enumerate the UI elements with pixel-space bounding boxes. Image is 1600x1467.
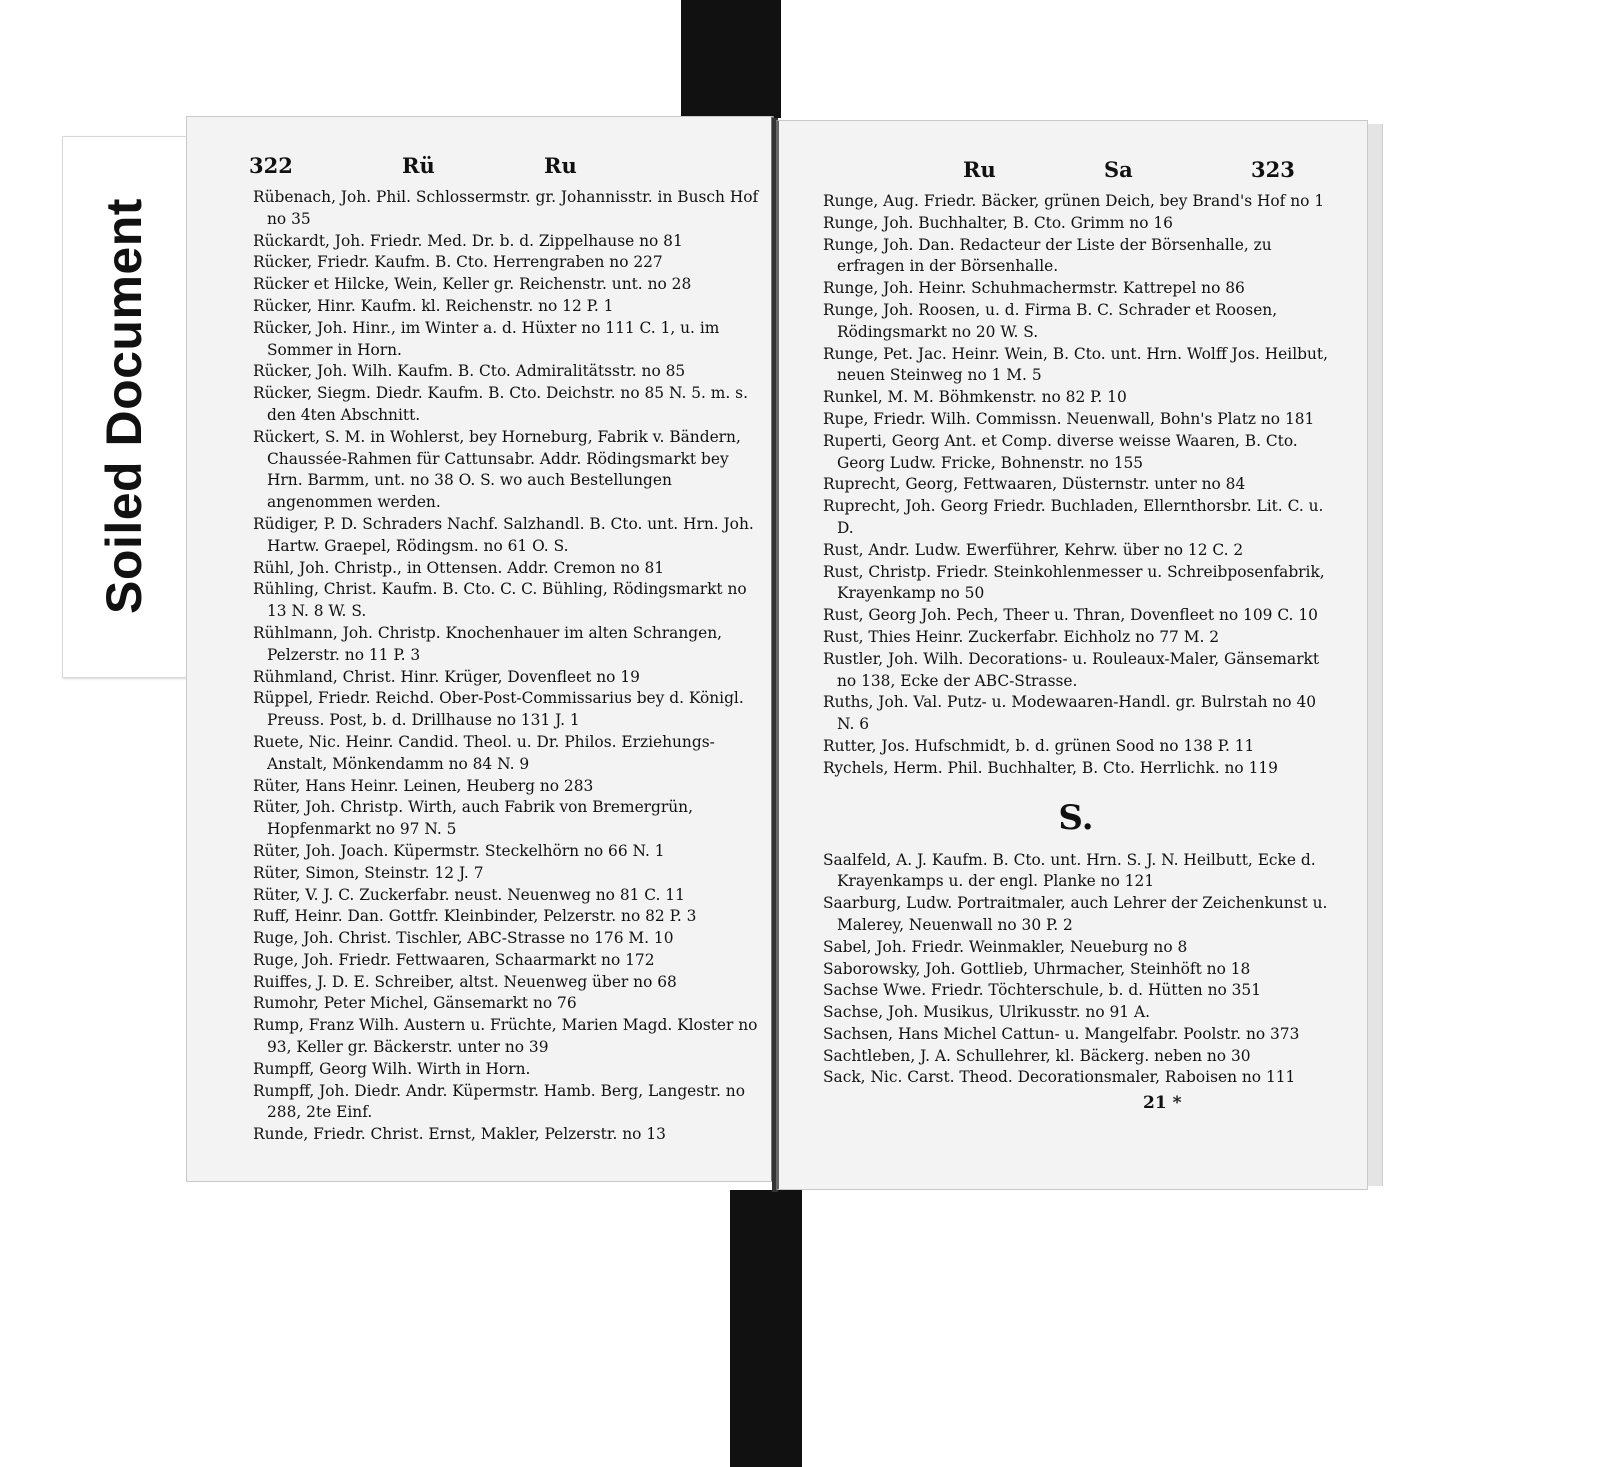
bottom-black-band — [730, 1190, 802, 1467]
directory-entry: Rübenach, Joh. Phil. Schlossermstr. gr. Johannisstr. in Busch Hof no 35 — [253, 188, 759, 228]
directory-entry: Rump, Franz Wilh. Austern u. Früchte, Marien Magd. Kloster no 93, Keller gr. Bäckerstr. unter no 39 — [253, 1016, 758, 1057]
directory-entry: Rustler, Joh. Wilh. Decorations- u. Rouleaux-Maler, Gänsemarkt no 138, Ecke der ABC-Strasse. — [823, 649, 1320, 690]
directory-entry: Sachtleben, J. A. Schullehrer, kl. Bäckerg. neben no 30 — [823, 1046, 1251, 1065]
directory-entry: Runge, Aug. Friedr. Bäcker, grünen Deich, bey Brand's Hof no 1 — [823, 192, 1325, 210]
page-edge — [1368, 124, 1383, 1186]
right-header-right: Sa — [1104, 157, 1133, 182]
directory-entry: Runge, Joh. Buchhalter, B. Cto. Grimm no 16 — [823, 213, 1173, 232]
directory-entry: Rust, Andr. Ludw. Ewerführer, Kehrw. über no 12 C. 2 — [823, 540, 1244, 559]
left-header-right: Ru — [544, 153, 577, 178]
directory-entry: Ruge, Joh. Friedr. Fettwaaren, Schaarmarkt no 172 — [253, 950, 655, 969]
directory-entry: Rüter, Joh. Christp. Wirth, auch Fabrik von Bremergrün, Hopfenmarkt no 97 N. 5 — [253, 798, 693, 839]
directory-entry: Sachsen, Hans Michel Cattun- u. Mangelfabr. Poolstr. no 373 — [823, 1024, 1300, 1043]
left-header-left: Rü — [402, 153, 435, 178]
directory-entry: Rumpff, Georg Wilh. Wirth in Horn. — [253, 1059, 531, 1078]
directory-entry: Rumpff, Joh. Diedr. Andr. Küpermstr. Hamb. Berg, Langestr. no 288, 2te Einf. — [253, 1081, 745, 1122]
directory-entry: Runge, Joh. Dan. Redacteur der Liste der Börsenhalle, zu erfragen in der Börsenhalle. — [823, 235, 1272, 276]
right-page — [776, 120, 1368, 1190]
directory-entry: Ruge, Joh. Christ. Tischler, ABC-Strasse no 176 M. 10 — [253, 929, 674, 948]
directory-entry: Rupe, Friedr. Wilh. Commissn. Neuenwall, Bohn's Platz no 181 — [823, 409, 1315, 428]
directory-entry: Rüter, Hans Heinr. Leinen, Heuberg no 283 — [253, 776, 594, 795]
directory-entry: Rückardt, Joh. Friedr. Med. Dr. b. d. Zippelhause no 81 — [253, 231, 683, 250]
right-page-header — [779, 157, 1367, 187]
directory-entry: Rüter, V. J. C. Zuckerfabr. neust. Neuenweg no 81 C. 11 — [253, 885, 685, 904]
directory-entry: Rumohr, Peter Michel, Gänsemarkt no 76 — [253, 994, 577, 1013]
directory-entry: Ruff, Heinr. Dan. Gottfr. Kleinbinder, Pelzerstr. no 82 P. 3 — [253, 907, 697, 926]
directory-entry: Saalfeld, A. J. Kaufm. B. Cto. unt. Hrn. S. J. N. Heilbutt, Ecke d. Krayenkamps u. der engl. Planke no 121 — [823, 850, 1316, 891]
directory-entry: Runge, Pet. Jac. Heinr. Wein, B. Cto. unt. Hrn. Wolff Jos. Heilbut, neuen Steinweg no 1 M. 5 — [823, 344, 1328, 385]
directory-entry: Ruiffes, J. D. E. Schreiber, altst. Neuenweg über no 68 — [253, 972, 677, 991]
directory-entry: Ruprecht, Joh. Georg Friedr. Buchladen, Ellernthorsbr. Lit. C. u. D. — [823, 497, 1324, 537]
directory-entry: Ruths, Joh. Val. Putz- u. Modewaaren-Handl. gr. Bulrstah no 40 N. 6 — [823, 693, 1317, 734]
directory-entry: Saborowsky, Joh. Gottlieb, Uhrmacher, Steinhöft no 18 — [823, 959, 1251, 978]
directory-entry: Runge, Joh. Roosen, u. d. Firma B. C. Schrader et Roosen, Rödingsmarkt no 20 W. S. — [823, 300, 1278, 341]
right-header-left: Ru — [963, 157, 996, 182]
directory-entry: Rücker, Friedr. Kaufm. B. Cto. Herrengraben no 227 — [253, 253, 663, 272]
directory-entry: Saarburg, Ludw. Portraitmaler, auch Lehrer der Zeichenkunst u. Malerey, Neuenwall no 30 P. 2 — [823, 894, 1328, 934]
directory-entry: Rüdiger, P. D. Schraders Nachf. Salzhandl. B. Cto. unt. Hrn. Joh. Hartw. Graepel, Rödingsm. no 61 O. S. — [253, 514, 754, 555]
directory-entry: Rücker et Hilcke, Wein, Keller gr. Reichenstr. unt. no 28 — [253, 275, 692, 294]
right-page-number: 323 — [1251, 157, 1295, 182]
directory-entry: Ruperti, Georg Ant. et Comp. diverse weisse Waaren, B. Cto. Georg Ludw. Fricke, Bohnenstr. no 155 — [823, 431, 1298, 472]
directory-entry: Rühl, Joh. Christp., in Ottensen. Addr. Cremon no 81 — [253, 558, 665, 577]
directory-entry: Rüppel, Friedr. Reichd. Ober-Post-Commissarius bey d. Königl. Preuss. Post, b. d. Drillhause no 131 J. 1 — [253, 689, 744, 730]
soiled-document-label: Soiled Document — [96, 198, 152, 614]
directory-entry: Ruprecht, Georg, Fettwaaren, Düsternstr. unter no 84 — [823, 475, 1246, 494]
directory-entry: Sachse Wwe. Friedr. Töchterschule, b. d. Hütten no 351 — [823, 981, 1262, 1000]
directory-entry: Rutter, Jos. Hufschmidt, b. d. grünen Sood no 138 P. 11 — [823, 736, 1255, 755]
directory-entry: Rychels, Herm. Phil. Buchhalter, B. Cto. Herrlichk. no 119 — [823, 758, 1278, 777]
right-entries-list — [823, 191, 1329, 1089]
directory-entry: Sack, Nic. Carst. Theod. Decorationsmaler, Raboisen no 111 — [823, 1068, 1296, 1087]
directory-entry: Rüter, Simon, Steinstr. 12 J. 7 — [253, 863, 484, 882]
left-page — [186, 116, 774, 1182]
directory-entry: Rücker, Joh. Hinr., im Winter a. d. Hüxter no 111 C. 1, u. im Sommer in Horn. — [253, 318, 720, 359]
directory-entry: Rücker, Joh. Wilh. Kaufm. B. Cto. Admiralitätsstr. no 85 — [253, 362, 686, 381]
directory-entry: Runkel, M. M. Böhmkenstr. no 82 P. 10 — [823, 388, 1127, 407]
directory-entry: Rühlmann, Joh. Christp. Knochenhauer im alten Schrangen, Pelzerstr. no 11 P. 3 — [253, 623, 723, 664]
directory-entry: Rücker, Siegm. Diedr. Kaufm. B. Cto. Deichstr. no 85 N. 5. m. s. den 4ten Abschnitt. — [253, 384, 748, 424]
directory-entry: Rust, Christp. Friedr. Steinkohlenmesser u. Schreibposenfabrik, Krayenkamp no 50 — [823, 562, 1325, 603]
directory-entry: Rust, Georg Joh. Pech, Theer u. Thran, Dovenfleet no 109 C. 10 — [823, 606, 1318, 625]
directory-entry: Sachse, Joh. Musikus, Ulrikusstr. no 91 A. — [823, 1003, 1150, 1022]
directory-entry: Rühling, Christ. Kaufm. B. Cto. C. C. Bühling, Rödingsmarkt no 13 N. 8 W. S. — [253, 580, 747, 621]
top-black-band — [681, 0, 781, 118]
directory-entry: Sabel, Joh. Friedr. Weinmakler, Neueburg no 8 — [823, 937, 1188, 956]
left-page-number: 322 — [249, 153, 293, 178]
directory-entry: Runge, Joh. Heinr. Schuhmachermstr. Kattrepel no 86 — [823, 279, 1245, 298]
section-letter-s: S. — [1058, 797, 1094, 838]
directory-entry: Runde, Friedr. Christ. Ernst, Makler, Pelzerstr. no 13 — [253, 1125, 666, 1144]
left-entries-list — [253, 187, 759, 1146]
signature-mark: 21 * — [1143, 1093, 1182, 1113]
left-page-header — [187, 153, 771, 183]
directory-entry: Rückert, S. M. in Wohlerst, bey Horneburg, Fabrik v. Bändern, Chaussée-Rahmen für Cattunsabr. Addr. Rödingsmarkt bey Hrn. Barmm, unt. no 38 O. S. wo auch Bestellungen angenommen werden. — [253, 427, 741, 512]
directory-entry: Ruete, Nic. Heinr. Candid. Theol. u. Dr. Philos. Erziehungs-Anstalt, Mönkendamm no 84 N. 9 — [253, 732, 715, 773]
directory-entry: Rüter, Joh. Joach. Küpermstr. Steckelhörn no 66 N. 1 — [253, 841, 665, 860]
directory-entry: Rücker, Hinr. Kaufm. kl. Reichenstr. no 12 P. 1 — [253, 296, 614, 315]
directory-entry: Rust, Thies Heinr. Zuckerfabr. Eichholz no 77 M. 2 — [823, 627, 1220, 646]
directory-entry: Rühmland, Christ. Hinr. Krüger, Dovenfleet no 19 — [253, 667, 640, 686]
